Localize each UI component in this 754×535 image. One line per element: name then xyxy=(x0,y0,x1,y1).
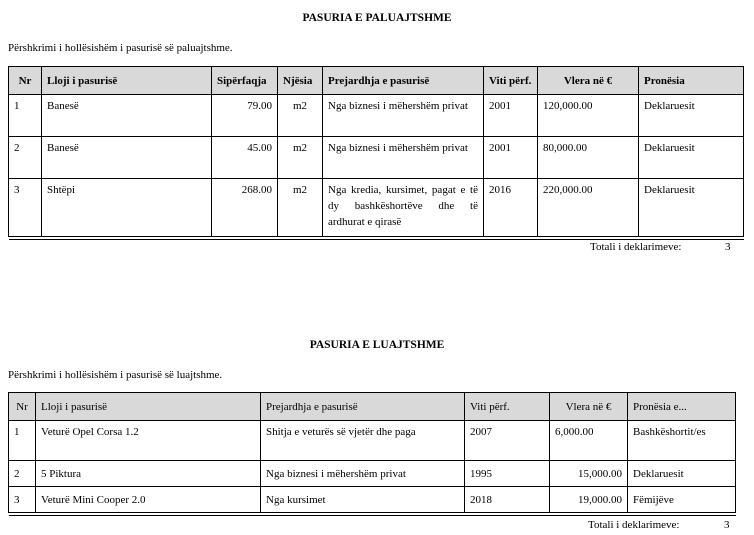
row-year: 2016 xyxy=(484,179,538,237)
col-type-header: Lloji i pasurisë xyxy=(42,67,212,95)
row-type: Veturë Opel Corsa 1.2 xyxy=(36,421,261,461)
table-footer-rule xyxy=(9,237,744,240)
total-count: 3 xyxy=(725,241,731,253)
row-nr: 2 xyxy=(9,461,36,487)
movable-total xyxy=(588,519,738,531)
row-unit: m2 xyxy=(278,179,323,237)
row-owner: Fëmijëve xyxy=(628,487,736,513)
table-row xyxy=(9,461,736,487)
row-year: 2007 xyxy=(465,421,550,461)
row-nr: 1 xyxy=(9,95,42,137)
col-type-header: Lloji i pasurisë xyxy=(36,393,261,421)
col-nr-header: Nr xyxy=(9,393,36,421)
immovable-total xyxy=(590,241,740,253)
col-owner-header: Pronësia xyxy=(639,67,744,95)
row-owner: Deklaruesit xyxy=(639,95,744,137)
immovable-description: Përshkrimi i hollësishëm i pasurisë së paluajtshme. xyxy=(8,42,233,54)
table-row xyxy=(9,95,744,137)
row-value: 80,000.00 xyxy=(538,137,639,179)
col-year-header: Viti përf. xyxy=(465,393,550,421)
col-origin-header: Prejardhja e pasurisë xyxy=(261,393,465,421)
table-row xyxy=(9,179,744,237)
row-origin: Nga biznesi i mëhershëm privat xyxy=(323,137,484,179)
col-year-header: Viti përf. xyxy=(484,67,538,95)
row-area: 45.00 xyxy=(212,137,278,179)
col-area-header: Sipërfaqja xyxy=(212,67,278,95)
table-footer-rule xyxy=(9,513,736,516)
row-unit: m2 xyxy=(278,95,323,137)
row-value: 19,000.00 xyxy=(550,487,628,513)
row-owner: Bashkëshortit/es xyxy=(628,421,736,461)
table-row xyxy=(9,487,736,513)
row-nr: 3 xyxy=(9,487,36,513)
row-value: 220,000.00 xyxy=(538,179,639,237)
row-value: 120,000.00 xyxy=(538,95,639,137)
col-value-header: Vlera në € xyxy=(550,393,628,421)
immovable-property-table xyxy=(8,66,744,240)
col-nr-header: Nr xyxy=(9,67,42,95)
table-header-row xyxy=(9,67,744,95)
row-origin: Nga kredia, kursimet, pagat e të dy bashkëshortëve dhe të ardhurat e qirasë xyxy=(323,179,484,237)
movable-description: Përshkrimi i hollësishëm i pasurisë së luajtshme. xyxy=(8,369,223,381)
row-type: Shtëpi xyxy=(42,179,212,237)
table-row xyxy=(9,137,744,179)
col-unit-header: Njësia xyxy=(278,67,323,95)
row-nr: 3 xyxy=(9,179,42,237)
total-label: Totali i deklarimeve: xyxy=(590,241,682,253)
table-row xyxy=(9,421,736,461)
col-value-header: Vlera në € xyxy=(538,67,639,95)
total-count: 3 xyxy=(724,519,730,531)
row-owner: Deklaruesit xyxy=(628,461,736,487)
row-year: 2001 xyxy=(484,137,538,179)
row-year: 2018 xyxy=(465,487,550,513)
row-type: 5 Piktura xyxy=(36,461,261,487)
row-type: Banesë xyxy=(42,95,212,137)
row-owner: Deklaruesit xyxy=(639,137,744,179)
row-nr: 1 xyxy=(9,421,36,461)
row-origin: Nga biznesi i mëhershëm privat xyxy=(323,95,484,137)
row-origin: Shitja e veturës së vjetër dhe paga xyxy=(261,421,465,461)
row-area: 79.00 xyxy=(212,95,278,137)
immovable-section-title: PASURIA E PALUAJTSHME xyxy=(302,12,452,24)
row-value: 15,000.00 xyxy=(550,461,628,487)
row-value: 6,000.00 xyxy=(550,421,628,461)
row-type: Veturë Mini Cooper 2.0 xyxy=(36,487,261,513)
table-header-row xyxy=(9,393,736,421)
col-origin-header: Prejardhja e pasurisë xyxy=(323,67,484,95)
row-area: 268.00 xyxy=(212,179,278,237)
row-type: Banesë xyxy=(42,137,212,179)
col-owner-header: Pronësia e... xyxy=(628,393,736,421)
row-nr: 2 xyxy=(9,137,42,179)
row-origin: Nga biznesi i mëhershëm privat xyxy=(261,461,465,487)
row-owner: Deklaruesit xyxy=(639,179,744,237)
row-year: 2001 xyxy=(484,95,538,137)
total-label: Totali i deklarimeve: xyxy=(588,519,680,531)
movable-section-title: PASURIA E LUAJTSHME xyxy=(309,339,445,351)
row-origin: Nga kursimet xyxy=(261,487,465,513)
row-unit: m2 xyxy=(278,137,323,179)
row-year: 1995 xyxy=(465,461,550,487)
movable-property-table xyxy=(8,392,736,516)
